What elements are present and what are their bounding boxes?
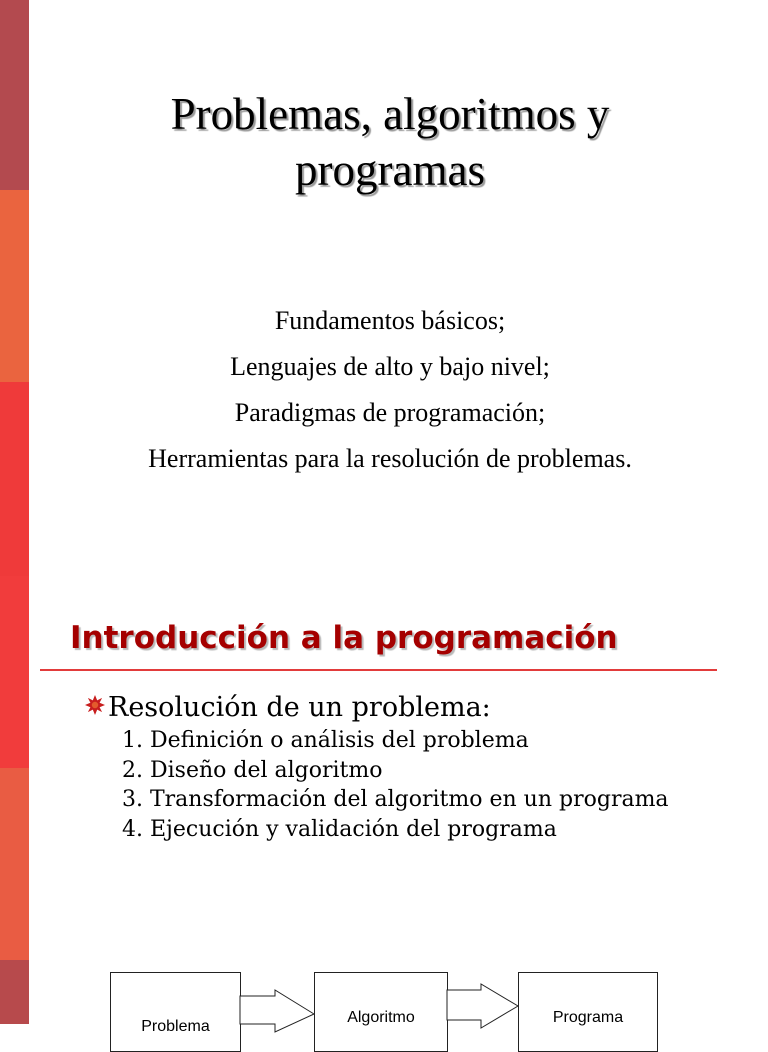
topic-item: Herramientas para la resolución de problemas. bbox=[148, 444, 632, 473]
diagram-box-program bbox=[518, 972, 658, 1052]
diagram-box-algorithm bbox=[314, 972, 448, 1052]
starburst-bullet-icon bbox=[84, 694, 106, 716]
sidebar-segment bbox=[0, 190, 29, 382]
diagram-box-problem bbox=[110, 972, 241, 1052]
title-line: programas bbox=[295, 145, 485, 195]
arrow-right-icon bbox=[447, 968, 519, 1028]
step-item: 3. Transformación del algoritmo en un programa bbox=[122, 787, 669, 812]
step-item: 2. Diseño del algoritmo bbox=[122, 757, 383, 783]
sidebar-segment bbox=[0, 0, 29, 190]
bullet-text: Resolución de un problema: bbox=[108, 692, 491, 723]
diagram-box-label: Problema bbox=[141, 1018, 210, 1035]
slide-sidebar-stripe bbox=[0, 576, 29, 1024]
sidebar-segment bbox=[0, 576, 29, 768]
topic-item: Fundamentos básicos; bbox=[274, 306, 506, 335]
arrow-right-icon bbox=[240, 968, 315, 1028]
sidebar-segment bbox=[0, 768, 29, 960]
topic-item: Paradigmas de programación; bbox=[234, 398, 546, 427]
title-line: Problemas, algoritmos y bbox=[170, 89, 610, 139]
slide-intro bbox=[0, 576, 768, 1035]
slide-sidebar-stripe bbox=[0, 0, 29, 576]
sidebar-segment bbox=[0, 960, 29, 1024]
topic-item: Lenguajes de alto y bajo nivel; bbox=[230, 352, 550, 381]
step-item: 1. Definición o análisis del problema bbox=[122, 728, 529, 753]
heading-divider bbox=[40, 669, 717, 671]
steps-list bbox=[122, 726, 669, 844]
slide-title-heading bbox=[90, 86, 690, 198]
section-heading: Introducción a la programación bbox=[70, 620, 618, 656]
diagram-box-label: Algoritmo bbox=[347, 1009, 415, 1026]
step-item: 4. Ejecución y validación del programa bbox=[122, 816, 557, 842]
topic-list bbox=[60, 298, 720, 482]
sidebar-segment bbox=[0, 382, 29, 576]
process-diagram bbox=[100, 968, 668, 1035]
diagram-box-label: Programa bbox=[552, 1009, 624, 1026]
bullet-item bbox=[84, 690, 491, 726]
